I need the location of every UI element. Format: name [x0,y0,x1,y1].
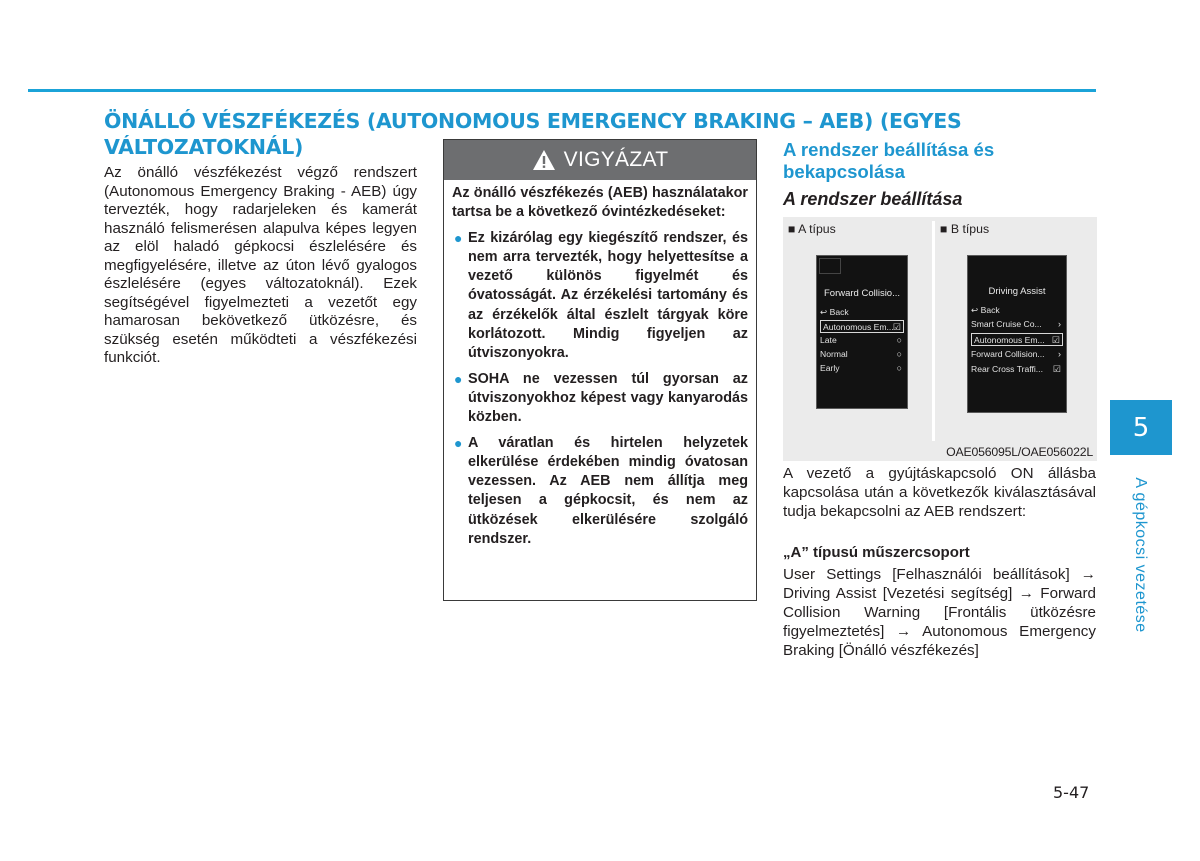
warning-intro: Az önálló vészfékezés (AEB) használatakor tartsa be a következő óvintézkedéseket: [452,185,748,221]
warning-box [443,139,757,601]
section-title: ÖNÁLLÓ VÉSZFÉKEZÉS (AUTONOMOUS EMERGENCY BRAKING – AEB) (EGYES VÁLTOZATOKNÁL) [104,109,962,159]
chapter-side-label [1130,470,1150,640]
figure-code: OAE056095L/OAE056022L [946,445,1093,459]
screen-a-row-selected: Autonomous Em... ☑ [820,320,904,333]
screen-a-row: ↩ Back [820,307,849,317]
screen-a-title: Forward Collisio... [823,288,901,299]
screen-b-row: Smart Cruise Co... › [971,319,1061,329]
screen-b-row: Forward Collision... › [971,349,1061,359]
intro-paragraph: Az önálló vészfékezést végző rendszert (Autonomous Emergency Braking - AEB) úgy tervezték, hogy radarjeleken és kamerát használó felismerésen alapulva képes legyen az elöl haladó gépkocsi észlelésére és megfigyelésére, illetve az úton lévő gyalogos észlelésére (egyes változatoknál). Ezek segítségével figyelmezteti a vezetőt egy hamarosan bekövetkező ütközésre, és szükség esetén működteti a vészfékezési funkciót. [104,164,417,366]
warning-item: ● SOHA ne vezessen túl gyorsan az útviszonyokhoz képest vagy kanyarodás közben. [454,370,748,426]
warning-item: ● A váratlan és hirtelen helyzetek elkerülése érdekében mindig óvatosan vezessen. Az AEB nem állítja meg teljesen a gépkocsit, és nem az ütközések elkerülésére szolgáló rendszer. [454,434,748,548]
warning-triangle-icon [532,149,556,171]
top-rule [28,89,1096,92]
screen-b-row: Rear Cross Traffi... ☑ [971,364,1061,374]
settings-heading: A rendszer beállítása és bekapcsolása [783,139,995,182]
warning-body [444,180,756,549]
settings-subheading: A rendszer beállítása [783,189,963,209]
figure-divider [932,221,935,441]
figure-label-a: ■ A típus [788,222,836,236]
chapter-number-tab: 5 [1110,400,1172,455]
warning-title: VIGYÁZAT [563,148,669,171]
cluster-figure [783,217,1097,461]
cluster-path-text: User Settings [Felhasználói beállítások] → Driving Assist [Vezetési segítség] → Forward Collision Warning [Frontális ütközésre figyelmeztetés] → Autonomous Emergency Braking [Önálló vészfékezés] [783,566,1096,659]
settings-paragraph: A vezető a gyújtáskapcsoló ON állásba kapcsolása után a következők kiválasztásával tudja bekapcsolni az AEB rendszert: [783,465,1096,520]
warning-header [444,140,756,180]
page-number: 5-47 [1053,783,1090,802]
figure-label-b: ■ B típus [940,222,990,236]
bullet-icon: ● [454,434,463,451]
bullet-icon: ● [454,370,463,387]
screen-b-title: Driving Assist [988,286,1046,297]
chapter-title: A gépkocsi vezetése [1132,477,1149,633]
screen-b-row-selected: Autonomous Em... ☑ [971,333,1063,346]
warning-list [452,229,748,550]
screen-a-row: Normal ○ [820,349,902,359]
warning-item: ● Ez kizárólag egy kiegészítő rendszer, és nem arra tervezték, hogy helyettesítse a vezető különös figyelmét és óvatosságát. Az érzékelési tartomány és az érzékelők által észlelt tárgyak köre korlátozott. Mindig figyeljen az útviszonyokra. [454,229,748,362]
screen-type-a [816,255,908,409]
screen-tab [819,258,841,274]
cluster-heading: „A” típusú műszercsoport [783,544,970,561]
screen-type-b [967,255,1067,413]
screen-a-row: Late ○ [820,335,902,345]
screen-b-row: ↩ Back [971,305,1000,315]
screen-a-row: Early ○ [820,363,902,373]
bullet-icon: ● [454,229,463,246]
